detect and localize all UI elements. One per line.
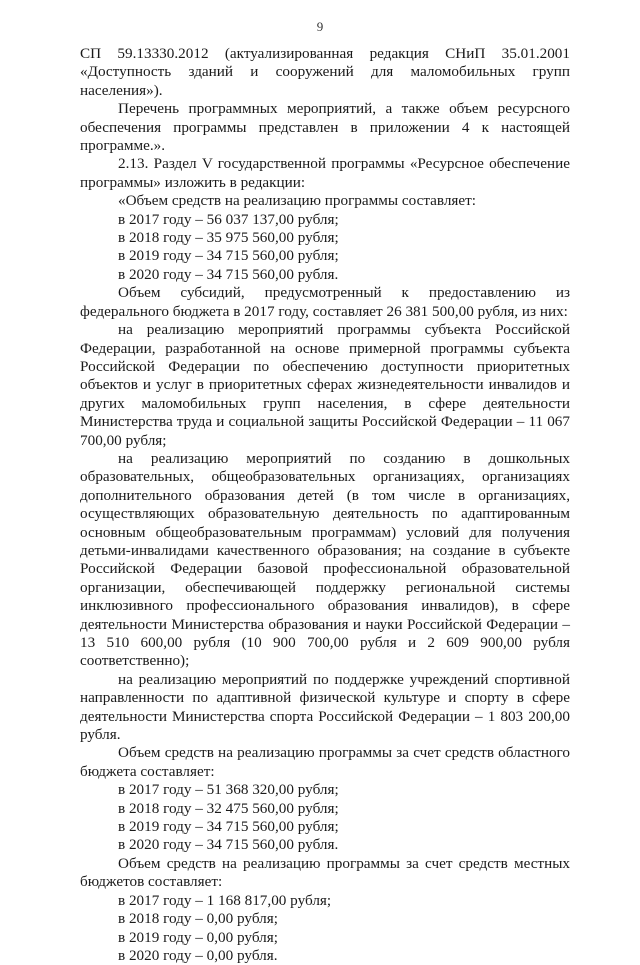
list-line: в 2017 году – 56 037 137,00 рубля; — [118, 210, 339, 228]
list-line: «Объем средств на реализацию программы составляет: — [118, 192, 477, 210]
list-line: в 2017 году – 51 368 320,00 рубля; — [118, 781, 339, 799]
paragraph: на реализацию мероприятий программы субъекта Российской Федерации, разработанной на основе примерной программы субъекта Российской Федерации по обеспечению доступности приоритетных объектов и услуг в приоритетных сферах жизнедеятельности инвалидов и других маломобильных групп населения, в сфере деятельности Министерства труда и социальной защиты Российской Федерации – 11 067 700,00 рубля; — [80, 321, 570, 449]
paragraph: СП 59.13330.2012 (актуализированная редакция СНиП 35.01.2001 — [80, 45, 570, 62]
document-body — [80, 45, 570, 965]
paragraph: Объем субсидий, предусмотренный к предоставлению из федерального бюджета в 2017 году, составляет 26 381 500,00 рубля, из них: — [80, 284, 570, 320]
page-number: 9 — [316, 19, 324, 34]
list-line: в 2017 году – 1 168 817,00 рубля; — [118, 891, 332, 909]
list-line: в 2019 году – 0,00 рубля; — [118, 928, 278, 946]
paragraph: Объем средств на реализацию программы за счет средств местных бюджетов составляет: — [80, 854, 570, 891]
list-line: в 2020 году – 34 715 560,00 рубля. — [118, 836, 339, 854]
list-line: в 2018 году – 32 475 560,00 рубля; — [118, 799, 339, 817]
list-line: в 2019 году – 34 715 560,00 рубля; — [118, 247, 339, 265]
list-line: в 2018 году – 35 975 560,00 рубля; — [118, 229, 339, 247]
list-line: в 2020 году – 34 715 560,00 рубля. — [118, 265, 339, 283]
list-line: в 2020 году – 0,00 рубля. — [118, 946, 278, 964]
paragraph: 2.13. Раздел V государственной программы «Ресурсное обеспечение программы» изложить в редакции: — [80, 155, 570, 191]
list-line: в 2018 году – 0,00 рубля; — [118, 910, 278, 928]
paragraph: «Доступность зданий и сооружений для маломобильных групп населения»). — [80, 63, 570, 99]
paragraph: на реализацию мероприятий по поддержке учреждений спортивной направленности по адаптивной физической культуре и спорту в сфере деятельности Министерства спорта Российской Федерации – 1 803 200,00 рубля. — [80, 670, 570, 744]
paragraph: на реализацию мероприятий по созданию в дошкольных образовательных, общеобразовательных организациях, организациях дополнительного образования детей (в том числе в организациях, осуществляющих образовательную деятельность по адаптированным основным общеобразовательным программам) условий для получения детьми-инвалидами качественного образования; на создание в субъекте Российской Федерации базовой профессиональной образовательной организации, обеспечивающей поддержку региональной системы инклюзивного профессионального образования инвалидов), в сфере деятельности Министерства образования и науки Российской Федерации – 13 510 600,00 рубля (10 900 700,00 рубля и 2 609 900,00 рубля соответственно); — [80, 449, 570, 670]
list-line: в 2019 году – 34 715 560,00 рубля; — [118, 818, 339, 836]
paragraph: Перечень программных мероприятий, а также объем ресурсного обеспечения программы представлен в приложении 4 к настоящей программе.». — [80, 100, 570, 155]
paragraph: Объем средств на реализацию программы за счет средств областного бюджета составляет: — [80, 744, 570, 780]
